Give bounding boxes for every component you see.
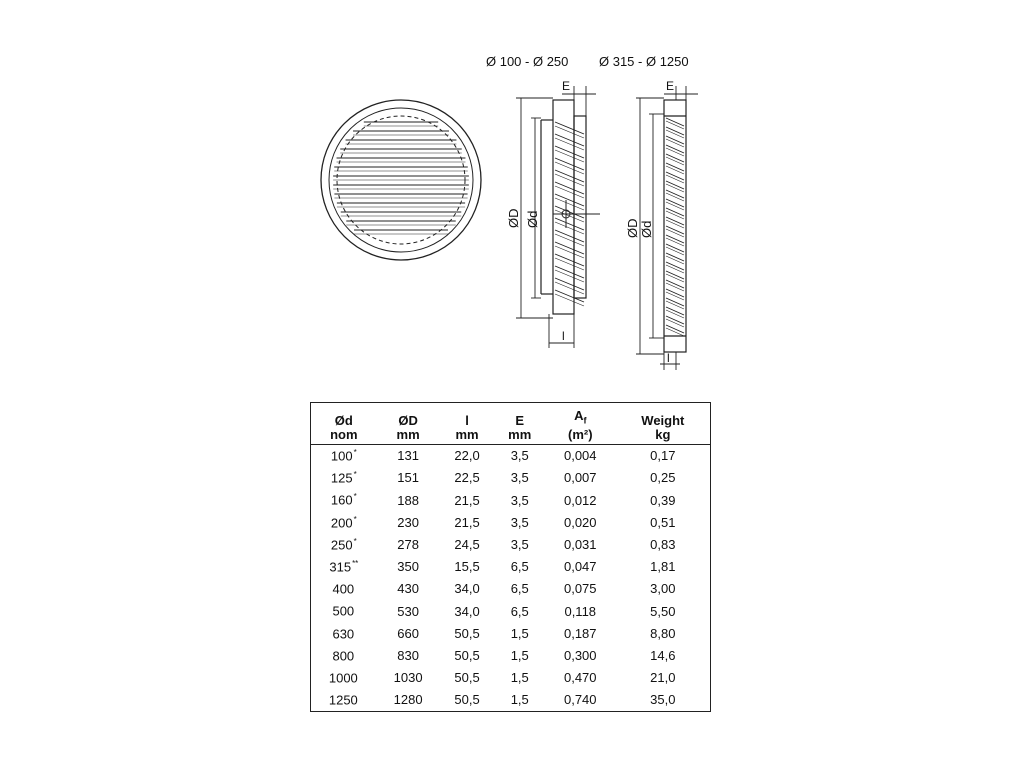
cell-value: 8,80: [650, 625, 676, 641]
table-row: [311, 533, 711, 555]
table-cell: [545, 533, 616, 555]
table-cell: [377, 578, 440, 600]
table-cell: [377, 600, 440, 622]
table-cell: [311, 644, 377, 666]
cell-value: 0,51: [650, 514, 676, 530]
cell-value: 3,5: [510, 492, 529, 508]
table-row: [311, 444, 711, 467]
front-view: [321, 100, 481, 260]
header-unit: mm: [396, 426, 420, 442]
side-large-louvers: [666, 118, 684, 336]
table-cell: [377, 511, 440, 533]
header-unit: nom: [330, 426, 358, 442]
table-cell: [495, 556, 545, 578]
table-cell: [440, 511, 495, 533]
front-louvers: [333, 122, 469, 234]
header-unit: kg: [655, 426, 671, 442]
table-cell: [616, 511, 711, 533]
dim-l-large: l: [667, 351, 670, 365]
table-cell: [545, 511, 616, 533]
cell-value: 125: [330, 470, 353, 486]
cell-value: 1,5: [510, 625, 529, 641]
table-cell: [377, 533, 440, 555]
cell-value: 34,0: [454, 581, 480, 597]
cell-value: 0,012: [563, 492, 597, 508]
table-cell: [495, 467, 545, 489]
table-row: [311, 489, 711, 511]
header-unit: mm: [508, 426, 532, 442]
header-label: E: [515, 412, 525, 428]
table-cell: [616, 556, 711, 578]
table-cell: [311, 444, 377, 467]
cell-value: 250: [330, 537, 353, 553]
cell-value: 1030: [393, 670, 423, 686]
row-suffix: *: [353, 470, 357, 480]
cell-value: 131: [397, 448, 419, 464]
table-header-row: [311, 403, 711, 445]
table-cell: [311, 489, 377, 511]
side-view-large: [625, 79, 698, 370]
header-od-nom: [311, 403, 377, 445]
cell-value: 5,50: [650, 603, 676, 619]
table-cell: [377, 467, 440, 489]
dimensions-table: [310, 402, 711, 712]
cell-value: 21,5: [454, 492, 480, 508]
table-cell: [495, 578, 545, 600]
table-cell: [616, 489, 711, 511]
cell-value: 0,300: [563, 647, 597, 663]
cell-value: 50,5: [454, 692, 480, 708]
header-unit: mm: [455, 426, 479, 442]
cell-value: 6,5: [510, 559, 529, 575]
table-cell: [311, 511, 377, 533]
cell-value: 0,17: [650, 448, 676, 464]
table-cell: [495, 689, 545, 712]
table-cell: [495, 511, 545, 533]
cell-value: 0,83: [650, 536, 676, 552]
table-cell: [545, 666, 616, 688]
table-cell: [616, 622, 711, 644]
dim-OD-large: ØD: [625, 218, 640, 238]
cell-value: 0,740: [563, 692, 597, 708]
table-cell: [440, 600, 495, 622]
table-cell: [545, 600, 616, 622]
cell-value: 21,0: [650, 670, 676, 686]
row-suffix: *: [353, 514, 357, 524]
side-view-small: [506, 79, 600, 348]
cell-value: 1,81: [650, 559, 676, 575]
table-cell: [545, 489, 616, 511]
cell-value: 0,047: [563, 559, 597, 575]
table-cell: [311, 622, 377, 644]
cell-value: 830: [397, 647, 419, 663]
table-cell: [495, 533, 545, 555]
table-cell: [545, 578, 616, 600]
cell-value: 22,5: [454, 470, 480, 486]
table-cell: [616, 444, 711, 467]
row-suffix: *: [353, 492, 357, 502]
table-row: [311, 644, 711, 666]
dim-E-large: E: [666, 79, 675, 93]
table-cell: [616, 467, 711, 489]
cell-value: 660: [397, 625, 419, 641]
cell-value: 100: [330, 448, 353, 464]
table-cell: [545, 644, 616, 666]
cell-value: 151: [397, 470, 419, 486]
table-cell: [440, 467, 495, 489]
table-cell: [545, 444, 616, 467]
cell-value: 278: [397, 536, 419, 552]
header-label: ØD: [398, 412, 418, 428]
table-body: [311, 444, 711, 711]
table-cell: [495, 489, 545, 511]
cell-value: 0,020: [563, 514, 597, 530]
table-cell: [440, 556, 495, 578]
table-row: [311, 666, 711, 688]
header-OD: [377, 403, 440, 445]
cell-value: 800: [332, 648, 355, 664]
table-cell: [616, 689, 711, 712]
cell-value: 230: [397, 514, 419, 530]
cell-value: 50,5: [454, 625, 480, 641]
range-large-label: Ø 315 - Ø 1250: [599, 54, 689, 69]
header-unit: (m²): [567, 426, 593, 442]
range-small-label: Ø 100 - Ø 250: [486, 54, 569, 69]
cell-value: 15,5: [454, 559, 480, 575]
cell-value: 0,39: [650, 492, 676, 508]
table-cell: [495, 644, 545, 666]
header-label: l: [465, 412, 469, 428]
cell-value: 1280: [393, 692, 423, 708]
cell-value: 630: [332, 625, 355, 641]
cell-value: 160: [330, 492, 353, 508]
cell-value: 3,5: [510, 470, 529, 486]
dim-Od-large: Ød: [639, 220, 654, 238]
table-cell: [440, 622, 495, 644]
header-Af: [545, 403, 616, 445]
cell-value: 315: [329, 559, 352, 575]
table-cell: [311, 578, 377, 600]
table-cell: [311, 556, 377, 578]
cell-value: 1000: [328, 670, 358, 686]
af-subscript: f: [583, 415, 587, 426]
cell-value: 3,5: [510, 448, 529, 464]
table-row: [311, 600, 711, 622]
table-cell: [311, 689, 377, 712]
cell-value: 1,5: [510, 670, 529, 686]
table-row: [311, 622, 711, 644]
cell-value: 0,187: [563, 625, 597, 641]
dim-l-small: l: [562, 329, 565, 343]
table-cell: [495, 444, 545, 467]
cell-value: 0,470: [563, 670, 597, 686]
table-cell: [311, 666, 377, 688]
table-cell: [440, 578, 495, 600]
cell-value: 3,00: [650, 581, 676, 597]
table-row: [311, 689, 711, 712]
table-cell: [377, 556, 440, 578]
table-cell: [616, 578, 711, 600]
table-cell: [495, 666, 545, 688]
cell-value: 22,0: [454, 448, 480, 464]
cell-value: 188: [397, 492, 419, 508]
table-cell: [377, 689, 440, 712]
table-row: [311, 556, 711, 578]
cell-value: 1,5: [510, 692, 529, 708]
row-suffix: *: [353, 536, 357, 546]
row-suffix: *: [353, 448, 357, 458]
cell-value: 0,25: [650, 470, 676, 486]
header-E: [495, 403, 545, 445]
header-label: $A_f$: [574, 408, 587, 426]
table-cell: [440, 644, 495, 666]
table-cell: [440, 489, 495, 511]
table-row: [311, 467, 711, 489]
table-cell: [495, 600, 545, 622]
header-label: Ød: [334, 412, 353, 428]
table-cell: [440, 444, 495, 467]
cell-value: 0,007: [563, 470, 597, 486]
cell-value: 1250: [328, 692, 358, 708]
cell-value: 0,004: [563, 448, 597, 464]
header-weight: [616, 403, 711, 445]
cell-value: 1,5: [510, 647, 529, 663]
cell-value: 50,5: [454, 670, 480, 686]
cell-value: 6,5: [510, 603, 529, 619]
table-cell: [440, 666, 495, 688]
table-cell: [495, 622, 545, 644]
dim-Od-small: Ød: [525, 210, 540, 228]
cell-value: 21,5: [454, 514, 480, 530]
table-cell: [545, 622, 616, 644]
table-cell: [377, 444, 440, 467]
table-cell: [616, 600, 711, 622]
table-cell: [616, 644, 711, 666]
row-suffix: **: [352, 558, 359, 568]
dim-OD-small: ØD: [506, 208, 521, 228]
table-cell: [377, 666, 440, 688]
cell-value: 0,118: [564, 603, 597, 619]
cell-value: 14,6: [650, 647, 676, 663]
cell-value: 200: [330, 514, 353, 530]
table-cell: [616, 533, 711, 555]
cell-value: 35,0: [650, 692, 676, 708]
cell-value: 34,0: [454, 603, 480, 619]
table-cell: [616, 666, 711, 688]
cell-value: 0,075: [563, 581, 597, 597]
header-l: [440, 403, 495, 445]
table-cell: [311, 533, 377, 555]
table-cell: [311, 467, 377, 489]
cell-value: 350: [397, 559, 419, 575]
cell-value: 500: [332, 603, 355, 619]
table-cell: [440, 533, 495, 555]
table-row: [311, 578, 711, 600]
cell-value: 6,5: [510, 581, 529, 597]
table-cell: [545, 556, 616, 578]
header-label: Weight: [641, 412, 685, 428]
table-row: [311, 511, 711, 533]
table-cell: [377, 622, 440, 644]
dim-E-small: E: [562, 79, 571, 93]
table-cell: [440, 689, 495, 712]
cell-value: 3,5: [510, 536, 529, 552]
cell-value: 400: [332, 581, 355, 597]
cell-value: 430: [397, 581, 419, 597]
cell-value: 530: [397, 603, 419, 619]
table-cell: [377, 644, 440, 666]
table-cell: [311, 600, 377, 622]
table-cell: [545, 689, 616, 712]
table-cell: [545, 467, 616, 489]
cell-value: 50,5: [454, 647, 480, 663]
table-cell: [377, 489, 440, 511]
cell-value: 3,5: [510, 514, 529, 530]
cell-value: 0,031: [563, 536, 597, 552]
cell-value: 24,5: [454, 536, 480, 552]
